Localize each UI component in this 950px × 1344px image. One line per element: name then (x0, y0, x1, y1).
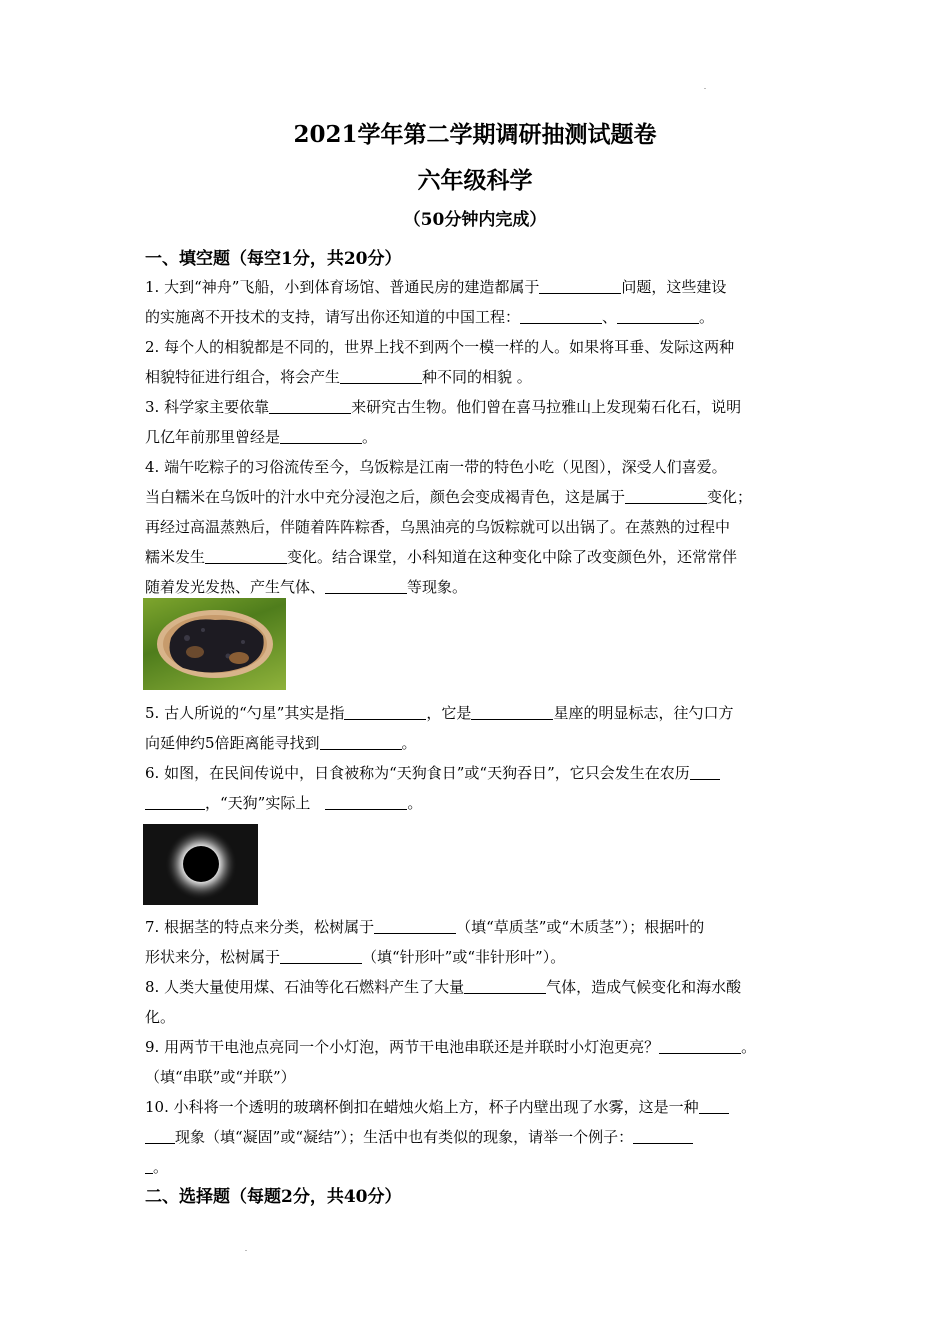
section-heading-fill-blank: 一、填空题（每空1分，共20分） (145, 249, 402, 269)
answer-blank[interactable] (464, 977, 546, 994)
question-5: 5. 古人所说的“勺星”其实是指 ，它是 星座的明显标志，往勺口方 向延伸约5倍距离能寻找到 。 (145, 704, 734, 752)
answer-blank[interactable] (340, 367, 422, 384)
answer-blank[interactable] (280, 947, 362, 964)
answer-blank[interactable] (280, 427, 362, 444)
question-7: 7. 根据茎的特点来分类，松树属于 （填“草质茎”或“木质茎”）；根据叶的 形状来分，松树属于 （填“针形叶”或“非针形叶”）。 (145, 918, 705, 966)
answer-blank[interactable] (617, 307, 699, 324)
answer-blank[interactable] (320, 733, 402, 750)
section-heading-multiple-choice: 二、选择题（每题2分，共40分） (145, 1187, 402, 1207)
answer-blank[interactable] (145, 1157, 153, 1174)
answer-blank[interactable] (633, 1127, 693, 1144)
solar-eclipse-photo (143, 824, 258, 905)
scan-speck (245, 1250, 247, 1251)
answer-blank[interactable] (520, 307, 602, 324)
answer-blank[interactable] (344, 703, 426, 720)
question-3: 3. 科学家主要依靠 来研究古生物。他们曾在喜马拉雅山上发现菊石化石，说明 几亿年前那里曾经是 。 (145, 398, 742, 446)
exam-title: 2021学年第二学期调研抽测试题卷 (293, 121, 657, 148)
wufan-zongzi-photo (143, 598, 286, 690)
question-8: 8. 人类大量使用煤、石油等化石燃料产生了大量 气体，造成气候变化和海水酸 化。 (145, 978, 742, 1026)
question-6: 6. 如图，在民间传说中，日食被称为“天狗食日”或“天狗吞日”，它只会发生在农历 ，“天狗”实际上 。 (145, 758, 809, 818)
answer-blank[interactable] (690, 763, 720, 780)
time-note: （50分钟内完成） (403, 210, 547, 230)
answer-blank[interactable] (659, 1037, 741, 1054)
answer-blank[interactable] (374, 917, 456, 934)
answer-blank[interactable] (539, 277, 621, 294)
answer-blank[interactable] (325, 577, 407, 594)
question-1: 1. 大到“神舟”飞船，小到体育场馆、普通民房的建造都属于 问题，这些建设 的实施离不开技术的支持，请写出你还知道的中国工程： 、 。 (145, 278, 727, 326)
question-10: 10. 小科将一个透明的玻璃杯倒扣在蜡烛火焰上方，杯子内壁出现了水雾，这是一种 现象（填“凝固”或“凝结”）；生活中也有类似的现象，请举一个例子： 。 (145, 1092, 809, 1182)
answer-blank[interactable] (471, 703, 553, 720)
answer-blank[interactable] (325, 793, 407, 810)
answer-blank[interactable] (269, 397, 351, 414)
answer-blank[interactable] (145, 1127, 175, 1144)
answer-blank[interactable] (625, 487, 707, 504)
answer-blank[interactable] (699, 1097, 729, 1114)
scan-speck (704, 88, 706, 89)
answer-blank[interactable] (145, 793, 205, 810)
exam-subject: 六年级科学 (417, 167, 533, 194)
answer-blank[interactable] (205, 547, 287, 564)
question-2: 2. 每个人的相貌都是不同的，世界上找不到两个一模一样的人。如果将耳垂、发际这两种 相貌特征进行组合，将会产生 种不同的相貌 。 (145, 338, 735, 386)
question-9: 9. 用两节干电池点亮同一个小灯泡，两节干电池串联还是并联时小灯泡更亮？ 。 （填“串联”或“并联”） (145, 1038, 757, 1086)
question-4: 4. 端午吃粽子的习俗流传至今，乌饭粽是江南一带的特色小吃（见图），深受人们喜爱。 当白糯米在乌饭叶的汁水中充分浸泡之后，颜色会变成褐青色，这是属于 变化； 再经过高温蒸熟后，伴随着阵阵粽香，乌黑油亮的乌饭粽就可以出锅了。在蒸熟的过程中 糯米发生 变化。结合课堂，小科知道在这种变化中除了改变颜色外，还常常伴 随着发光发热、产生气体、 等现象。 (145, 458, 753, 596)
